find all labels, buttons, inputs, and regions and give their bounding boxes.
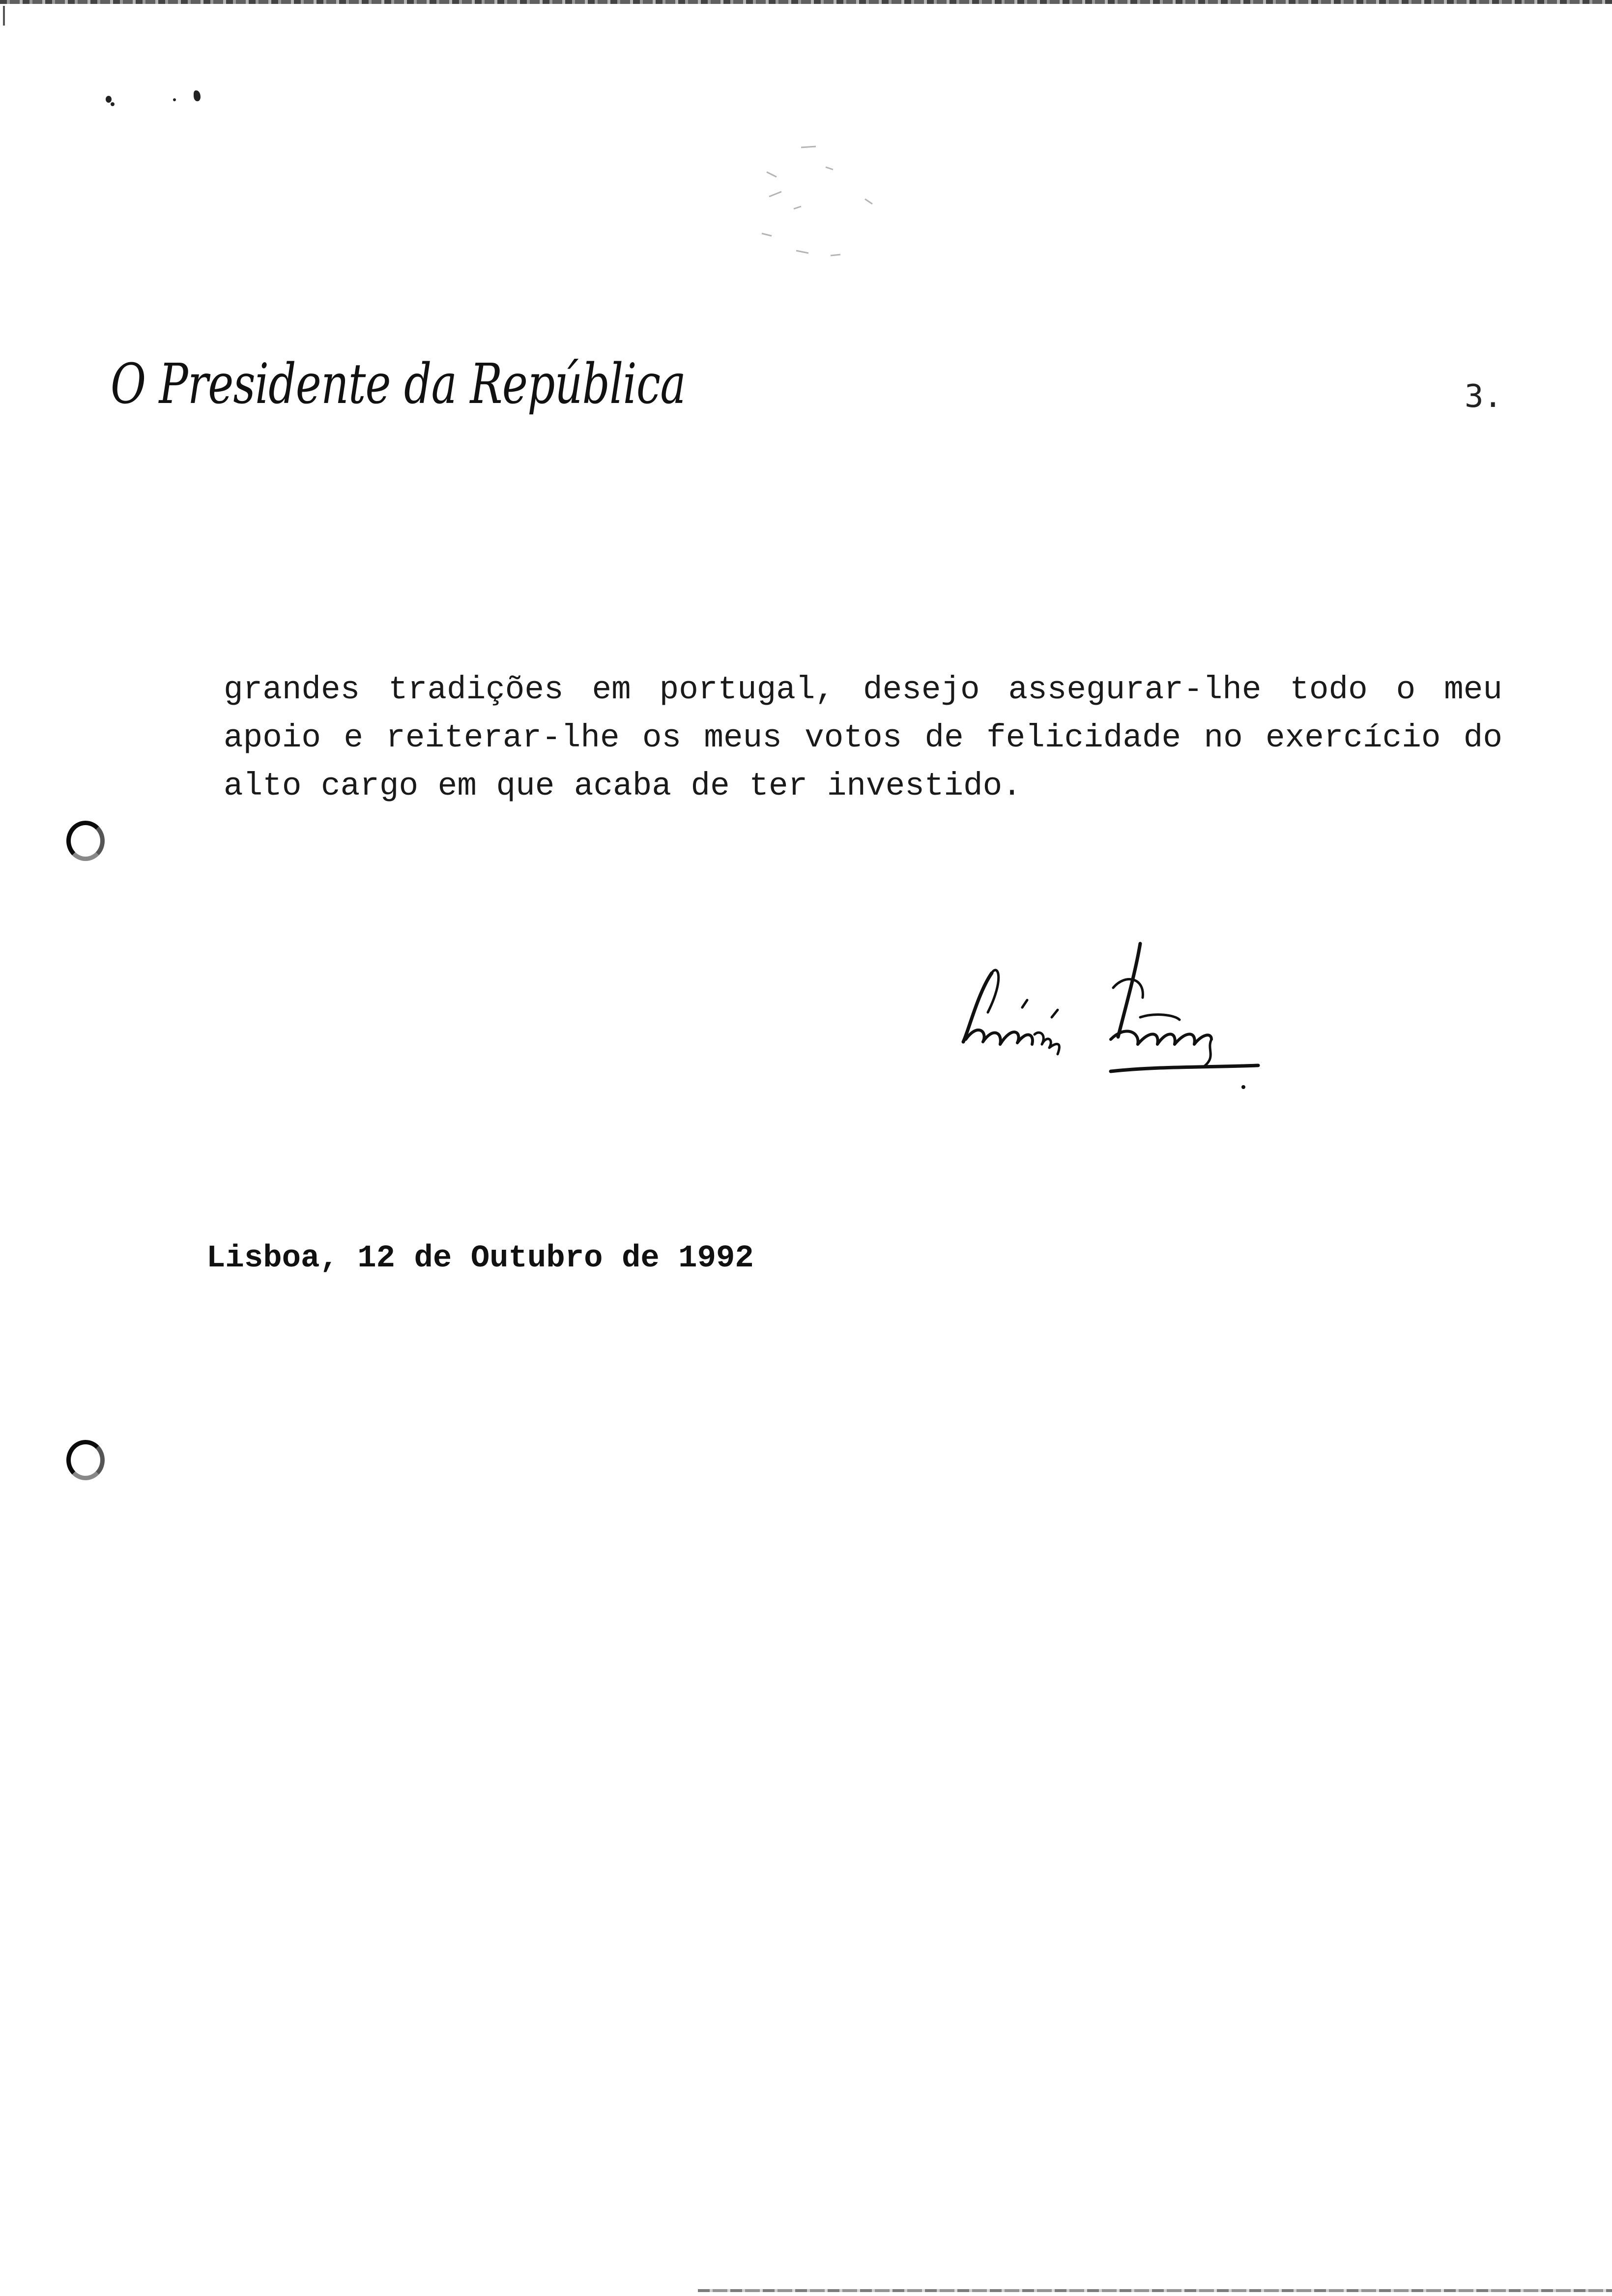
letterhead-title bbox=[106, 351, 691, 420]
scan-speck bbox=[194, 90, 201, 101]
body-line-2: apoio e reiterar-lhe os meus votos de felicidade no exercício do bbox=[224, 719, 1502, 756]
body-line-3: alto cargo em que acaba de ter investido. bbox=[224, 768, 1022, 804]
scan-edge-left bbox=[3, 6, 5, 26]
scan-speck bbox=[106, 96, 112, 103]
letterhead-title-text: O Presidente da República bbox=[111, 352, 686, 416]
place-and-date: Lisboa, 12 de Outubro de 1992 bbox=[206, 1241, 754, 1276]
scan-edge-top bbox=[0, 0, 1612, 4]
punch-hole-top bbox=[66, 821, 105, 861]
scan-speck bbox=[173, 98, 176, 101]
punch-hole-bottom bbox=[66, 1440, 105, 1480]
letter-body bbox=[224, 666, 1502, 810]
scan-speck bbox=[111, 102, 115, 106]
faint-stamp-marks bbox=[747, 143, 880, 265]
scan-edge-bottom bbox=[698, 2289, 1612, 2292]
page-number: 3. bbox=[1465, 378, 1503, 415]
handwritten-signature bbox=[949, 934, 1283, 1091]
body-line-1: grandes tradições em portugal, desejo assegurar-lhe todo o meu bbox=[224, 671, 1502, 708]
